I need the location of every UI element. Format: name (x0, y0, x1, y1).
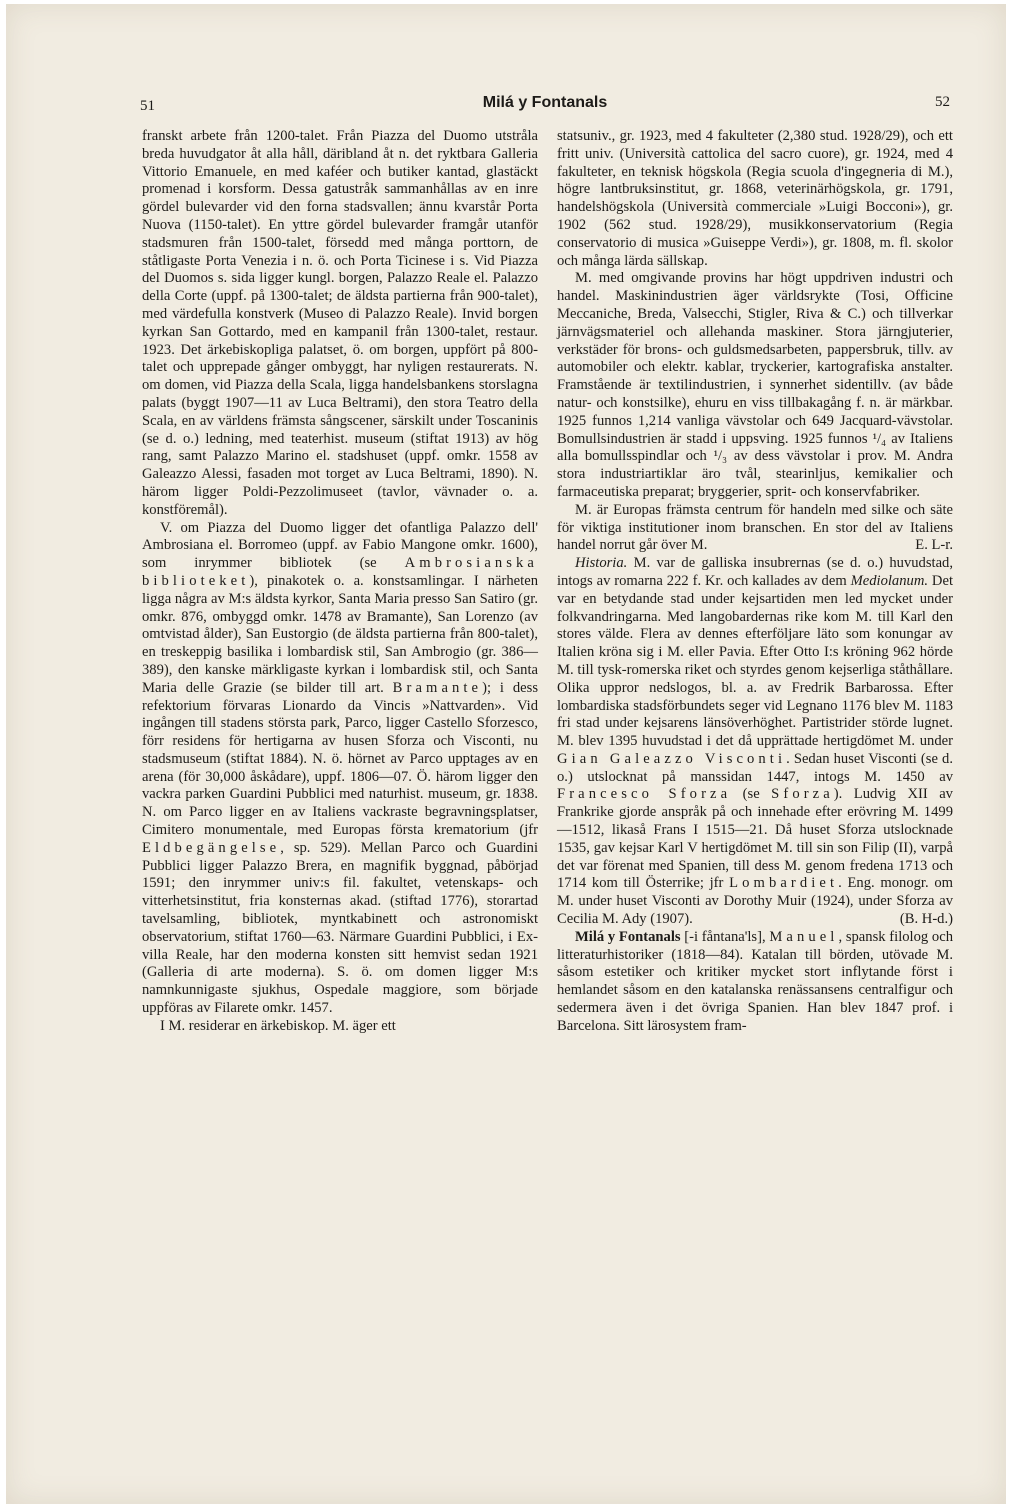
text-run: V. om Piazza del Duomo ligger det ofantliga Palazzo dell' Ambrosiana el. Borromeo (uppf. av Fabio Mangone omkr. 1600), som inrymmer bibliotek (se (142, 519, 538, 572)
paragraph: statsuniv., gr. 1923, med 4 fakulteter (2,380 stud. 1928/29), och ett fritt univ. (Università cattolica del sacro cuore), gr. 1924, med 4 fakulteter, en teknisk högskola (Regia scuola d'ingegneria di M.), högre lantbruksinstitut, gr. 1868, veterinärhögskola, gr. 1791, handelshögskola (Università commerciale »Luigi Bocconi»), gr. 1902 (562 stud. 1928/29), musikkonservatorium (Regia conservatorio di musica »Guiseppe Verdi»), gr. 1808, m. fl. skolor och många lärda sällskap. (557, 128, 953, 269)
left-column (142, 128, 538, 1036)
spaced-name: Gian Galeazzo Visconti (557, 750, 787, 767)
paragraph (557, 555, 953, 929)
text-run: M. var de galliska insubrernas (se d. o.) huvudstad, intogs av romarna 222 f. Kr. och kallades av dem (557, 555, 953, 589)
page-header (140, 94, 950, 118)
author-signature: (B. H-d.) (899, 911, 953, 928)
cross-reference: Bramante (392, 679, 483, 696)
text-run: ). Ludvig XII av Frankrike gjorde anspråk på och innehade efter erövring M. 1499—1512, likaså Frans I 1515—21. Då huset Sforza utslocknade 1535, gav kejsar Karl V hertigdömet M. till sin son Filip (II), varpå det var förenat med Spanien, till dess M. genom fredena 1713 och 1714 kom till Österrike; jfr (557, 786, 953, 892)
section-heading: Historia. (575, 555, 628, 572)
latin-name: Mediolanum. (850, 572, 929, 589)
entry-headword: Milá y Fontanals (575, 928, 681, 945)
running-title: Milá y Fontanals (482, 94, 608, 111)
paragraph: M. med omgivande provins har högt uppdriven industri och handel. Maskinindustrien äger världsrykte (Tosi, Officine Meccaniche, Breda, Valsecchi, Stigler, Riva & C.) och tillverkar järnvägsmateriel och allehanda maskiner. Stora järngjuterier, verkstäder för brons- och guldsmedsarbeten, pappersbruk, tillv. av automobiler och elektr. kablar, tryckerier, kartografiska anstalter. Framstående är textilindustrien, i synnerhet sidentillv. (av både natur- och konstsilke), ehuru en viss tillbakagång f. n. är märkbar. 1925 funnos 1,214 vanliga vävstolar och 649 Jacquard-vävstolar. Bomullsindustrien är stadd i uppsving. 1925 funnos ¹/₄ av Italiens alla bomullsspindlar och ¹/₃ av dess vävstolar i prov. M. Andra stora industriartiklar äro tvål, stearinljus, kemikalier och farmaceutiska preparat; bryggerier, sprit- och konservfabriker. (557, 270, 953, 500)
text-run: M. är Europas främsta centrum för handeln med silke och säte för viktiga institutioner inom branschen. En stor del av Italiens handel norrut går över M. (557, 501, 953, 554)
text-run: [-i fåntana'ls], (680, 928, 770, 945)
text-run: . Eng. monogr. om M. under huset Visconti av Dorothy Muir (1924), under Sforza av Cecilia M. Ady (1907). (557, 875, 953, 928)
cross-reference: Ambrosianska biblioteket (142, 555, 538, 589)
cross-reference: Eldbegängelse (142, 839, 281, 856)
paragraph (557, 929, 953, 1036)
text-run: Det var en betydande stad under kejsartiden men led mycket under folkvandringarna. Med langobardernas rike kom M. till Karl den stores välde. Flera av dennes efterföljare läto som konungar av Italien kröna sig i M. eller Pavia. Efter Otto I:s kröning 962 hörde M. till tysk-romerska riket och styrdes genom kejserliga ståthållare. Olika uppror nedslogos, bl. a. av Fredrik Barbarossa. Efter lombardiska stadsförbundets seger vid Legnano 1176 blev M. 1183 fri stad under kejsarens länsöverhöghet. Partistrider störde lugnet. M. blev 1395 huvudstad i det då upprättade hertigdömet M. under (557, 572, 953, 750)
spaced-name: Manuel (769, 928, 839, 945)
text-run: , spansk filolog och litteraturhistoriker (1818—84). Katalan till börden, utövade M. såsom estetiker och kritiker mycket stort inflytande först i hemlandet såsom en den katalanska renässansens centralfigur och sedermera även i det övriga Spanien. Han blev 1847 prof. i Barcelona. Sitt lärosystem fram- (557, 928, 953, 1034)
cross-reference: Lombardiet (729, 875, 839, 892)
spaced-name: Francesco Sforza (557, 786, 732, 803)
text-run: , sp. 529). Mellan Parco och Guardini Pubblici ligger Palazzo Brera, en magnifik byggnad, påbörjad 1591; den inrymmer univ:s fil. fakultet, vetenskaps- och vitterhetsinstitut, fria konsternas akad. (stiftad 1776), storartad tavelsamling, bibliotek, myntkabinett och astronomiskt observatorium, stiftat 1760—63. Närmare Guardini Pubblici, i Ex-villa Reale, har den moderna konsten sitt hemvist sedan 1921 (Galleria di arte moderna). S. ö. om domen ligger M:s namnkunnigaste sjukhus, Ospedale maggiore, som började uppföras av Filarete omkr. 1457. (142, 839, 538, 1017)
author-signature: E. L-r. (915, 537, 953, 554)
right-column (557, 128, 953, 1036)
page-number-left: 51 (140, 98, 155, 114)
paragraph: I M. residerar en ärkebiskop. M. äger ett (160, 1017, 396, 1034)
text-run: (se (731, 786, 772, 803)
text-run: ); i dess refektorium förvaras Lionardo da Vincis »Nattvarden». Vid ingången till stadens största park, Parco, ligger Castello Sforzesco, förr residens för hertigarna av husen Sforza och Visconti, nu stadsmuseum (stiftat 1884). N. ö. hörnet av Parco upptages av en arena (för 30,000 åskådare), uppf. 1806—07. Ö. härom ligger den vackra parken Guardini Pubblici med naturhist. museum, gr. 1838. N. om Parco ligger en av Italiens vackraste begravningsplatser, Cimitero monumentale, med Europas första krematorium (jfr (142, 679, 538, 839)
page-number-right: 52 (935, 94, 950, 110)
paragraph (557, 502, 953, 555)
paragraph: franskt arbete från 1200-talet. Från Piazza del Duomo utstråla breda huvudgator åt alla håll, däribland åt n. det ryktbara Galleria Vittorio Emanuele, en med kaféer och butiker kantad, glastäckt promenad i korsform. Dessa gatustråk sammanhållas av en inre gördel bulevarder vid den forna stadsvallen; ännu kvarstår Porta Nuova (1150-talet). En yttre gördel bulevarder framgår utanför stadsmuren från 1500-talet, försedd med många porttorn, de ståtligaste Porta Venezia i n. ö. och Porta Ticinese i s. Vid Piazza del Duomos s. sida ligger kungl. borgen, Palazzo Reale el. Palazzo della Corte (uppf. på 1300-talet; de äldsta partierna från 900-talet), med värdefulla konstverk (Museo di Palazzo Reale). Invid borgen kyrkan San Gottardo, med en kampanil från 1300-talet, restaur. 1923. Det ärkebiskopliga palatset, ö. om borgen, uppfört på 800-talet och upprepade gånger ombyggt, har nyligen restaurerats. N. om domen, vid Piazza della Scala, ligga handelsbankens storslagna palats (byggt 1907—11 av Luca Beltrami), den stora Teatro della Scala, en av världens främsta sångscener, särskilt under Toscaninis (se d. o.) ledning, med teaterhist. museum (stiftat 1913) av hög rang, samt Palazzo Marino el. stadshuset (uppf. omkr. 1558 av Galeazzo Alessi, fasaden mot torget av Luca Beltrami, 1890). N. härom ligger Poldi-Pezzolimuseet (tavlor, vävnader o. a. konstföremål). (142, 128, 538, 518)
text-run: . Sedan huset Visconti (se d. o.) utslocknat på manssidan 1447, intogs M. 1450 av (557, 750, 953, 785)
cross-reference: Sforza (771, 786, 834, 803)
paragraph (142, 520, 538, 1018)
text-run: ), pinakotek o. a. konstsamlingar. I närheten ligga några av M:s äldsta kyrkor, Santa Maria presso San Satiro (gr. omkr. 876, ombyggd omkr. 1478 av Bramante), San Lorenzo (av omtvistad ålder), San Eustorgio (de äldsta partierna från 800-talet), en treskeppig basilika i lombardisk stil, San Ambrogio (gr. 386—389), den kanske märkligaste kyrkan i lombardisk stil, och Santa Maria delle Grazie (se bilder till art. (142, 572, 538, 696)
